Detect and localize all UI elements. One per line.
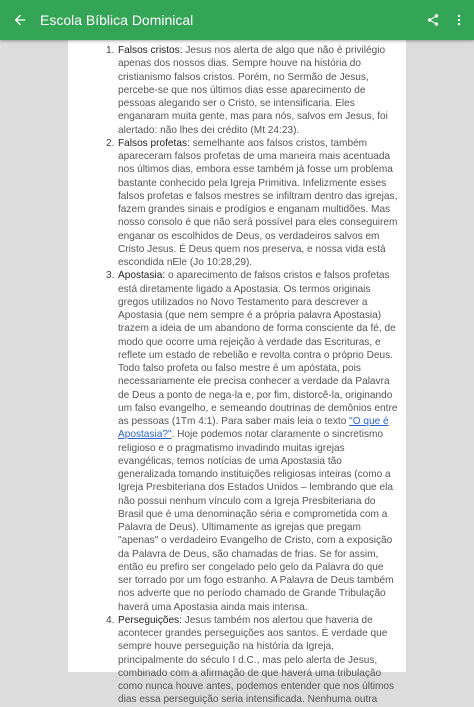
list-item (68, 44, 406, 137)
item-term: Falsos cristos: (118, 45, 183, 56)
item-text-continued: . Hoje podemos notar claramente o sincretismo religioso e o pragmatismo invadindo muitas igrejas evangélicas, temos notícias de uma Apostasia tão generalizada tomando instituições religiosas inteiras (como a Igreja Presbiteriana dos Estados Unidos – lembrando que ela não possui nenhum vínculo com a Igreja Presbiteriana do Brasil que é uma denominação séria e comprometida com a Palavra de Deus). Ultimamente as igrejas que pregam "apenas" o verdadeiro Evangelho de Cristo, com a exposição da Palavra de Deus, são chamadas de frias. Se for assim, então eu prefiro ser congelado pelo gelo da Palavra do que ser torrado por um fogo estranho. A Palavra de Deus também nos adverte que no período chamado de Grande Tribulação haverá uma Apostasia ainda mais intensa. (118, 429, 394, 613)
share-button[interactable] (422, 0, 444, 40)
arrow-back-icon (12, 12, 28, 28)
item-number: 4. (106, 614, 115, 626)
item-text: Jesus nos alerta de algo que não é privilégio apenas dos nossos dias. Sempre houve na história do cristianismo falsos cristos. Porém, no Sermão de Jesus, percebe-se que nos últimos dias esse aparecimento de pessoas alegando ser o Cristo, se intensificaria. Eles enganaram muita gente, mas para nós, salvos em Jesus, foi alertado: não lhes dei crédito (Mt 24:23). (118, 45, 388, 136)
list-item (68, 137, 406, 270)
item-number: 3. (106, 270, 115, 282)
apostasia-link[interactable]: "O que é Apostasia?" (118, 416, 389, 441)
item-number: 2. (106, 137, 115, 149)
item-term: Falsos profetas: (118, 137, 190, 149)
back-button[interactable] (0, 0, 40, 40)
item-text: Jesus também nos alertou que haveria de acontecer grandes perseguições aos santos. É verdade que sempre houve perseguição na história da Igreja, principalmente do século I d.C., mas pelo alerta de Jesus, combinado com a afirmação de que haverá uma tribulação como nunca houve antes, podemos entender que nos últimos dias essa perseguição seria intensificada. Nenhuma outra (118, 614, 395, 706)
item-number: 1. (106, 45, 115, 56)
list-item (68, 269, 406, 614)
list-item (68, 614, 406, 707)
more-vert-icon (452, 13, 466, 27)
article-body (68, 40, 406, 707)
share-icon (426, 13, 440, 27)
item-term: Apostasia: (118, 270, 166, 282)
item-text: o aparecimento de falsos cristos e falsos profetas está diretamente ligado a Apostasia. Os termos originais gregos utilizados no Novo Testamento para descrever a Apostasia (que nem sempre é a própria palavra Apostasia) trazem a ideia de um abandono de forma consciente da fé, de modo que ocorre uma rejeição à verdade das Escrituras, e reflete um estado de rebelião e revolta contra o próprio Deus. Todo falso profeta ou falso mestre é um apóstata, pois necessariamente ele precisa conhecer a verdade da Palavra de Deus a ponto de nega-la e, por fim, distorcê-la, originando um falso evangelho, e semeando doutrinas de demônios entre as pessoas (1Tm 4:1). Para saber mais leia o texto (118, 270, 398, 427)
item-term: Perseguições: (118, 614, 182, 626)
app-bar (0, 0, 474, 40)
article-page[interactable] (68, 40, 406, 706)
item-text: semelhante aos falsos cristos, também apareceram falsos profetas de uma maneira mais acentuada nos últimos dias, embora esse também já fosse um problema bastante conhecido pela Igreja Primitiva. Infelizmente esses falsos profetas e falsos mestres se infiltram dentro das igrejas, fazem grandes sinais e prodígios e enganam multidões. Mas nosso consolo é que não será possível para eles conseguirem enganar os escolhidos de Deus, os verdadeiros salvos em Cristo Jesus. É Deus quem nos preserva, e nossa vida está escondida nEle (Jo 10:28,29). (118, 137, 398, 268)
app-title: Escola Bíblica Dominical (40, 12, 194, 28)
more-options-button[interactable] (448, 0, 470, 40)
